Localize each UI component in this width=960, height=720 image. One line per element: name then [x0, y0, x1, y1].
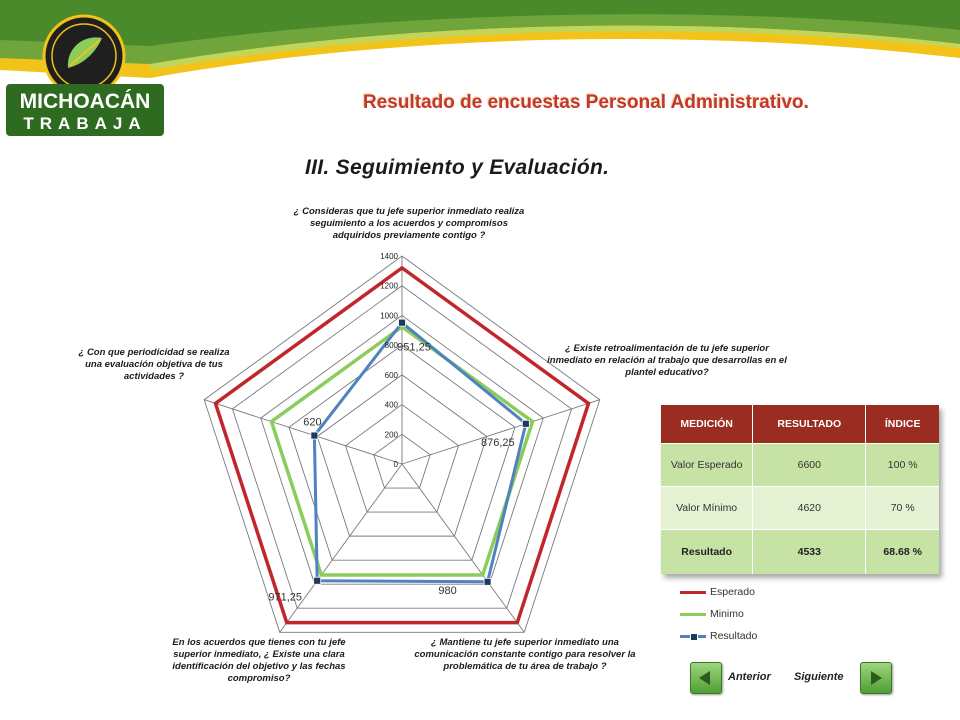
- cell-resultado: 4620: [753, 487, 866, 530]
- radial-tick-label: 1400: [380, 252, 398, 261]
- page-title: Resultado de encuestas Personal Administrativo.: [363, 92, 809, 113]
- axis-label-5: ¿ Con que periodicidad se realiza una evaluación objetiva de tus actividades ?: [78, 347, 230, 382]
- legend-label-resultado: Resultado: [710, 630, 758, 642]
- data-label-5: 620: [303, 416, 322, 429]
- col-header-medicion: MEDICIÓN: [661, 405, 753, 444]
- radial-tick-label: 0: [393, 460, 398, 469]
- table-row: [661, 444, 939, 487]
- previous-button[interactable]: [690, 662, 722, 694]
- axis-spoke-3: [402, 464, 524, 632]
- axis-label-1: ¿ Consideras que tu jefe superior inmediato realiza seguimiento a los acuerdos y compromisos adquiridos previamente contigo ?: [293, 206, 525, 241]
- summary-table: [661, 405, 939, 574]
- legend-label-minimo: Minimo: [710, 608, 744, 620]
- cell-indice: 100 %: [866, 444, 939, 487]
- data-label-2: 876,25: [480, 436, 515, 449]
- cell-resultado: 6600: [753, 444, 866, 487]
- cell-indice: 70 %: [866, 487, 939, 530]
- section-title: III. Seguimiento y Evaluación.: [305, 156, 610, 179]
- radial-tick-label: 1000: [380, 311, 398, 321]
- table-row: [661, 530, 939, 575]
- data-label-4: 971,25: [268, 591, 303, 604]
- axis-spoke-4: [280, 464, 402, 632]
- legend-swatch-esperado: [680, 591, 706, 594]
- next-button[interactable]: [860, 662, 892, 694]
- slide-navigation: [690, 662, 890, 694]
- radial-tick-label: 200: [384, 430, 398, 440]
- table-header-row: [661, 405, 939, 444]
- previous-label[interactable]: Anterior: [728, 671, 771, 683]
- col-header-resultado: RESULTADO: [753, 405, 866, 444]
- data-label-3: 980: [438, 584, 457, 597]
- table-row: [661, 487, 939, 530]
- axis-label-2: ¿ Existe retroalimentación de tu jefe superior inmediato en relación al trabajo que desarrollas en el plantel educativo?: [547, 343, 787, 378]
- cell-medicion: Resultado: [661, 530, 753, 575]
- resultado-point-4: [314, 577, 321, 584]
- data-label-1: 951,25: [397, 341, 431, 354]
- legend-swatch-minimo: [680, 613, 706, 616]
- resultado-point-1: [399, 319, 406, 326]
- cell-medicion: Valor Mínimo: [661, 487, 753, 530]
- resultado-point-5: [311, 432, 318, 439]
- logo-line1: MICHOACÁN: [19, 90, 151, 113]
- legend-label-esperado: Esperado: [710, 586, 755, 598]
- axis-label-4: En los acuerdos que tienes con tu jefe superior inmediato, ¿ Existe una clara identificación del objetivo y las fechas compromiso?: [172, 637, 346, 684]
- radial-tick-label: 800: [384, 341, 398, 351]
- radial-ticks: [380, 252, 398, 469]
- cell-resultado: 4533: [753, 530, 866, 575]
- resultado-point-2: [522, 420, 529, 427]
- axis-label-3: ¿ Mantiene tu jefe superior inmediato una comunicación constante contigo para resolver la problemática de tu área de trabajo ?: [414, 637, 636, 672]
- next-label[interactable]: Siguiente: [794, 671, 844, 683]
- col-header-indice: ÍNDICE: [866, 405, 939, 444]
- radial-tick-label: 600: [384, 370, 398, 380]
- arrow-left-icon: [699, 671, 710, 685]
- logo-line2: TRABAJA: [23, 114, 147, 133]
- legend-marker-resultado: [690, 633, 698, 641]
- cell-medicion: Valor Esperado: [661, 444, 753, 487]
- radial-tick-label: 1200: [380, 281, 398, 291]
- radial-tick-label: 400: [384, 400, 398, 410]
- arrow-right-icon: [871, 671, 882, 685]
- resultado-point-3: [484, 578, 491, 585]
- cell-indice: 68.68 %: [866, 530, 939, 575]
